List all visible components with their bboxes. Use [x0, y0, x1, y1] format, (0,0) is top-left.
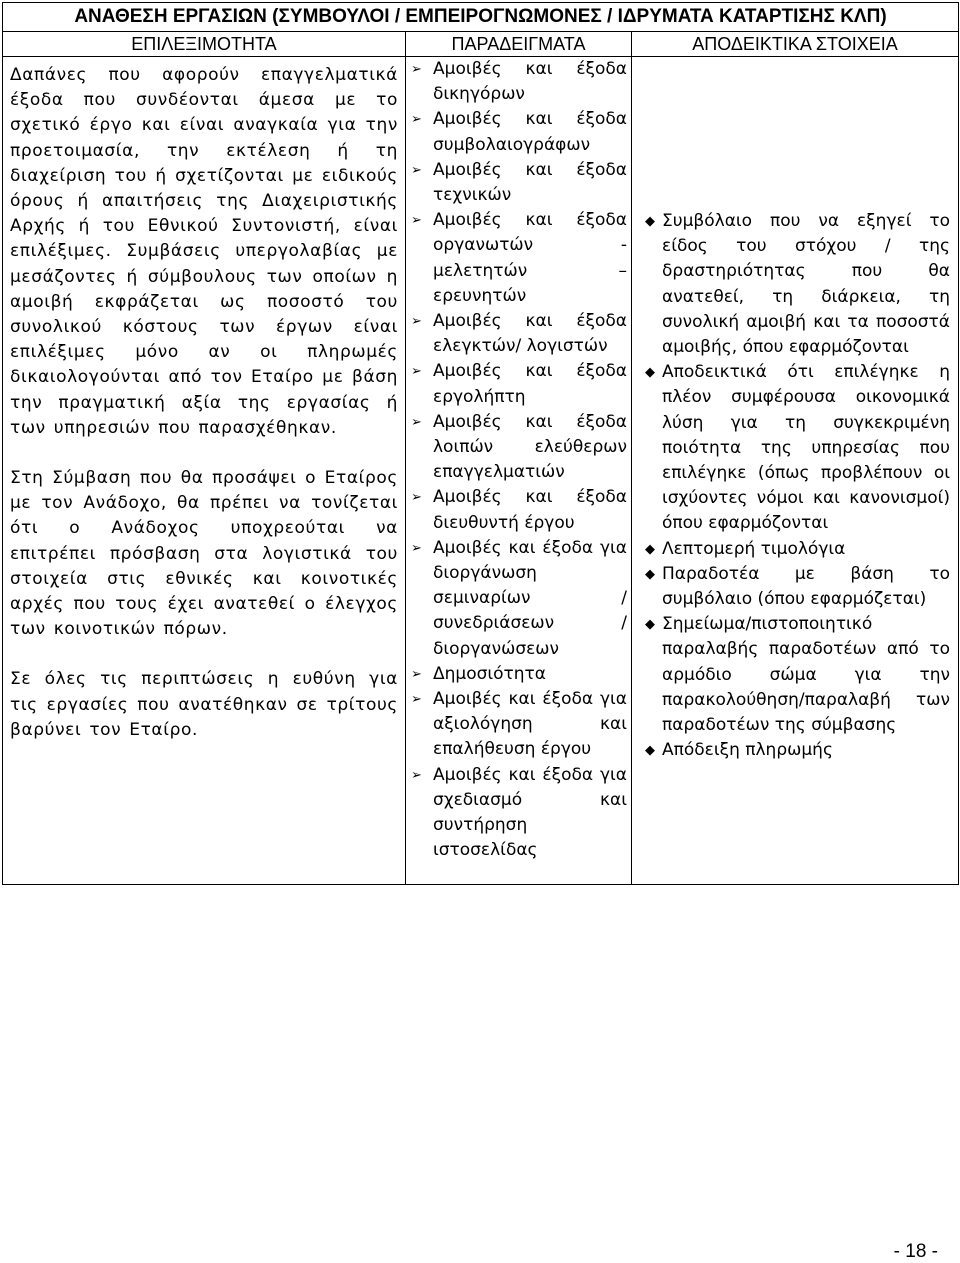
- list-item: ◆ Σημείωμα/πιστοποιητικό παραλαβής παραδοτέων από το αρμόδιο σώμα για την παρακολούθηση/παραλαβή των παραδοτέων της σύμβασης: [638, 612, 950, 738]
- diamond-bullet-icon: ◆: [645, 566, 655, 582]
- arrow-bullet-icon: ➢: [411, 767, 422, 783]
- list-item: ➢ Αμοιβές και έξοδα συμβολαιογράφων: [411, 107, 627, 157]
- arrow-bullet-icon: ➢: [411, 692, 422, 708]
- list-item: ➢ Αμοιβές και έξοδα δικηγόρων: [411, 57, 627, 107]
- arrow-bullet-icon: ➢: [411, 314, 422, 330]
- arrow-bullet-icon: ➢: [411, 666, 422, 682]
- list-item: ➢ Αμοιβές και έξοδα τεχνικών: [411, 158, 627, 208]
- list-item: ➢ Αμοιβές και έξοδα διευθυντή έργου: [411, 485, 627, 535]
- diamond-bullet-icon: ◆: [645, 541, 655, 557]
- column-header-eligibility: ΕΠΙΛΕΞΙΜΟΤΗΤΑ: [3, 32, 406, 57]
- arrow-bullet-icon: ➢: [411, 213, 422, 229]
- column-header-evidence: ΑΠΟΔΕΙΚΤΙΚΑ ΣΤΟΙΧΕΙΑ: [632, 32, 959, 57]
- list-item: ➢ Δημοσιότητα: [411, 662, 627, 687]
- list-item: ◆ Λεπτομερή τιμολόγια: [638, 537, 950, 562]
- list-item: ◆ Αποδεικτικά ότι επιλέγηκε η πλέον συμφέρουσα οικονομικά λύση για τη συγκεκριμένη ποιότητα της υπηρεσίας που επιλέγηκε (όπως προβλέπουν οι ισχύοντες νόμοι και κανονισμοί) όπου εφαρμόζονται: [638, 360, 950, 536]
- arrow-bullet-icon: ➢: [411, 162, 422, 178]
- diamond-bullet-icon: ◆: [645, 617, 655, 633]
- list-item: ◆ Παραδοτέα με βάση το συμβόλαιο (όπου εφαρμόζεται): [638, 562, 950, 612]
- list-item: ➢ Αμοιβές και έξοδα οργανωτών - μελετητών – ερευνητών: [411, 208, 627, 309]
- evidence-cell: [632, 57, 959, 885]
- arrow-bullet-icon: ➢: [411, 540, 422, 556]
- list-item: ➢ Αμοιβές και έξοδα ελεγκτών/ λογιστών: [411, 309, 627, 359]
- diamond-bullet-icon: ◆: [645, 743, 655, 759]
- examples-cell: [406, 57, 632, 885]
- eligibility-cell: [3, 57, 406, 885]
- column-header-examples: ΠΑΡΑΔΕΙΓΜΑΤΑ: [406, 32, 632, 57]
- eligibility-paragraph: Δαπάνες που αφορούν επαγγελματικά έξοδα που συνδέονται άμεσα με το σχετικό έργο και είναι αναγκαία για την προετοιμασία, την εκτέλεση ή τη διαχείριση του ή σχετίζονται με ειδικούς όρους ή απαιτήσεις της Διαχειριστικής Αρχής ή του Εθνικού Συντονιστή, είναι επιλέξιμες. Συμβάσεις υπεργολαβίας με μεσάζοντες ή σύμβουλους των οποίων η αμοιβή εκφράζεται ως ποσοστό του συνολικού κόστους των έργων είναι επιλέξιμες μόνο αν οι πληρωμές δικαιολογούνται από τον Εταίρο με βάση την πραγματική αξία της εργασίας ή των υπηρεσιών που παρασχέθηκαν.: [10, 65, 398, 438]
- list-item: ◆ Απόδειξη πληρωμής: [638, 738, 950, 763]
- eligibility-paragraph: Σε όλες τις περιπτώσεις η ευθύνη για τις εργασίες που ανατέθηκαν σε τρίτους βαρύνει τον Εταίρο.: [10, 669, 398, 740]
- diamond-bullet-icon: ◆: [645, 365, 655, 381]
- examples-list: [411, 57, 627, 864]
- arrow-bullet-icon: ➢: [411, 62, 422, 77]
- list-item: ➢ Αμοιβές και έξοδα εργολήπτη: [411, 359, 627, 409]
- table-title: ΑΝΑΘΕΣΗ ΕΡΓΑΣΙΩΝ (ΣΥΜΒΟΥΛΟΙ / ΕΜΠΕΙΡΟΓΝΩΜΟΝΕΣ / ΙΔΡΥΜΑΤΑ ΚΑΤΑΡΤΙΣΗΣ ΚΛΠ): [3, 3, 959, 32]
- eligibility-paragraph: Στη Σύμβαση που θα προσάψει ο Εταίρος με τον Ανάδοχο, θα πρέπει να τονίζεται ότι ο Ανάδοχος υποχρεούται να επιτρέπει πρόσβαση στα λογιστικά του στοιχεία στις εθνικές και κοινοτικές αρχές που τους έχει ανατεθεί ο έλεγχος των κοινοτικών πόρων.: [10, 468, 398, 640]
- arrow-bullet-icon: ➢: [411, 364, 422, 380]
- list-item: ➢ Αμοιβές και έξοδα για διοργάνωση σεμιναρίων / συνεδριάσεων / διοργανώσεων: [411, 536, 627, 662]
- arrow-bullet-icon: ➢: [411, 112, 422, 128]
- list-item: ➢ Αμοιβές και έξοδα λοιπών ελεύθερων επαγγελματιών: [411, 410, 627, 486]
- arrow-bullet-icon: ➢: [411, 414, 422, 430]
- list-item: ◆ Συμβόλαιο που να εξηγεί το είδος του στόχου / της δραστηριότητας που θα ανατεθεί, τη διάρκεια, τη συνολική αμοιβή και τα ποσοστά αμοιβής, όπου εφαρμόζονται: [638, 209, 950, 360]
- diamond-bullet-icon: ◆: [645, 214, 655, 229]
- evidence-list: [638, 57, 950, 763]
- page-number: - 18 -: [893, 1241, 938, 1262]
- list-item: ➢ Αμοιβές και έξοδα για αξιολόγηση και επαλήθευση έργου: [411, 687, 627, 763]
- arrow-bullet-icon: ➢: [411, 490, 422, 506]
- eligibility-table: [2, 2, 959, 885]
- list-item: ➢ Αμοιβές και έξοδα για σχεδιασμό και συντήρηση ιστοσελίδας: [411, 763, 627, 864]
